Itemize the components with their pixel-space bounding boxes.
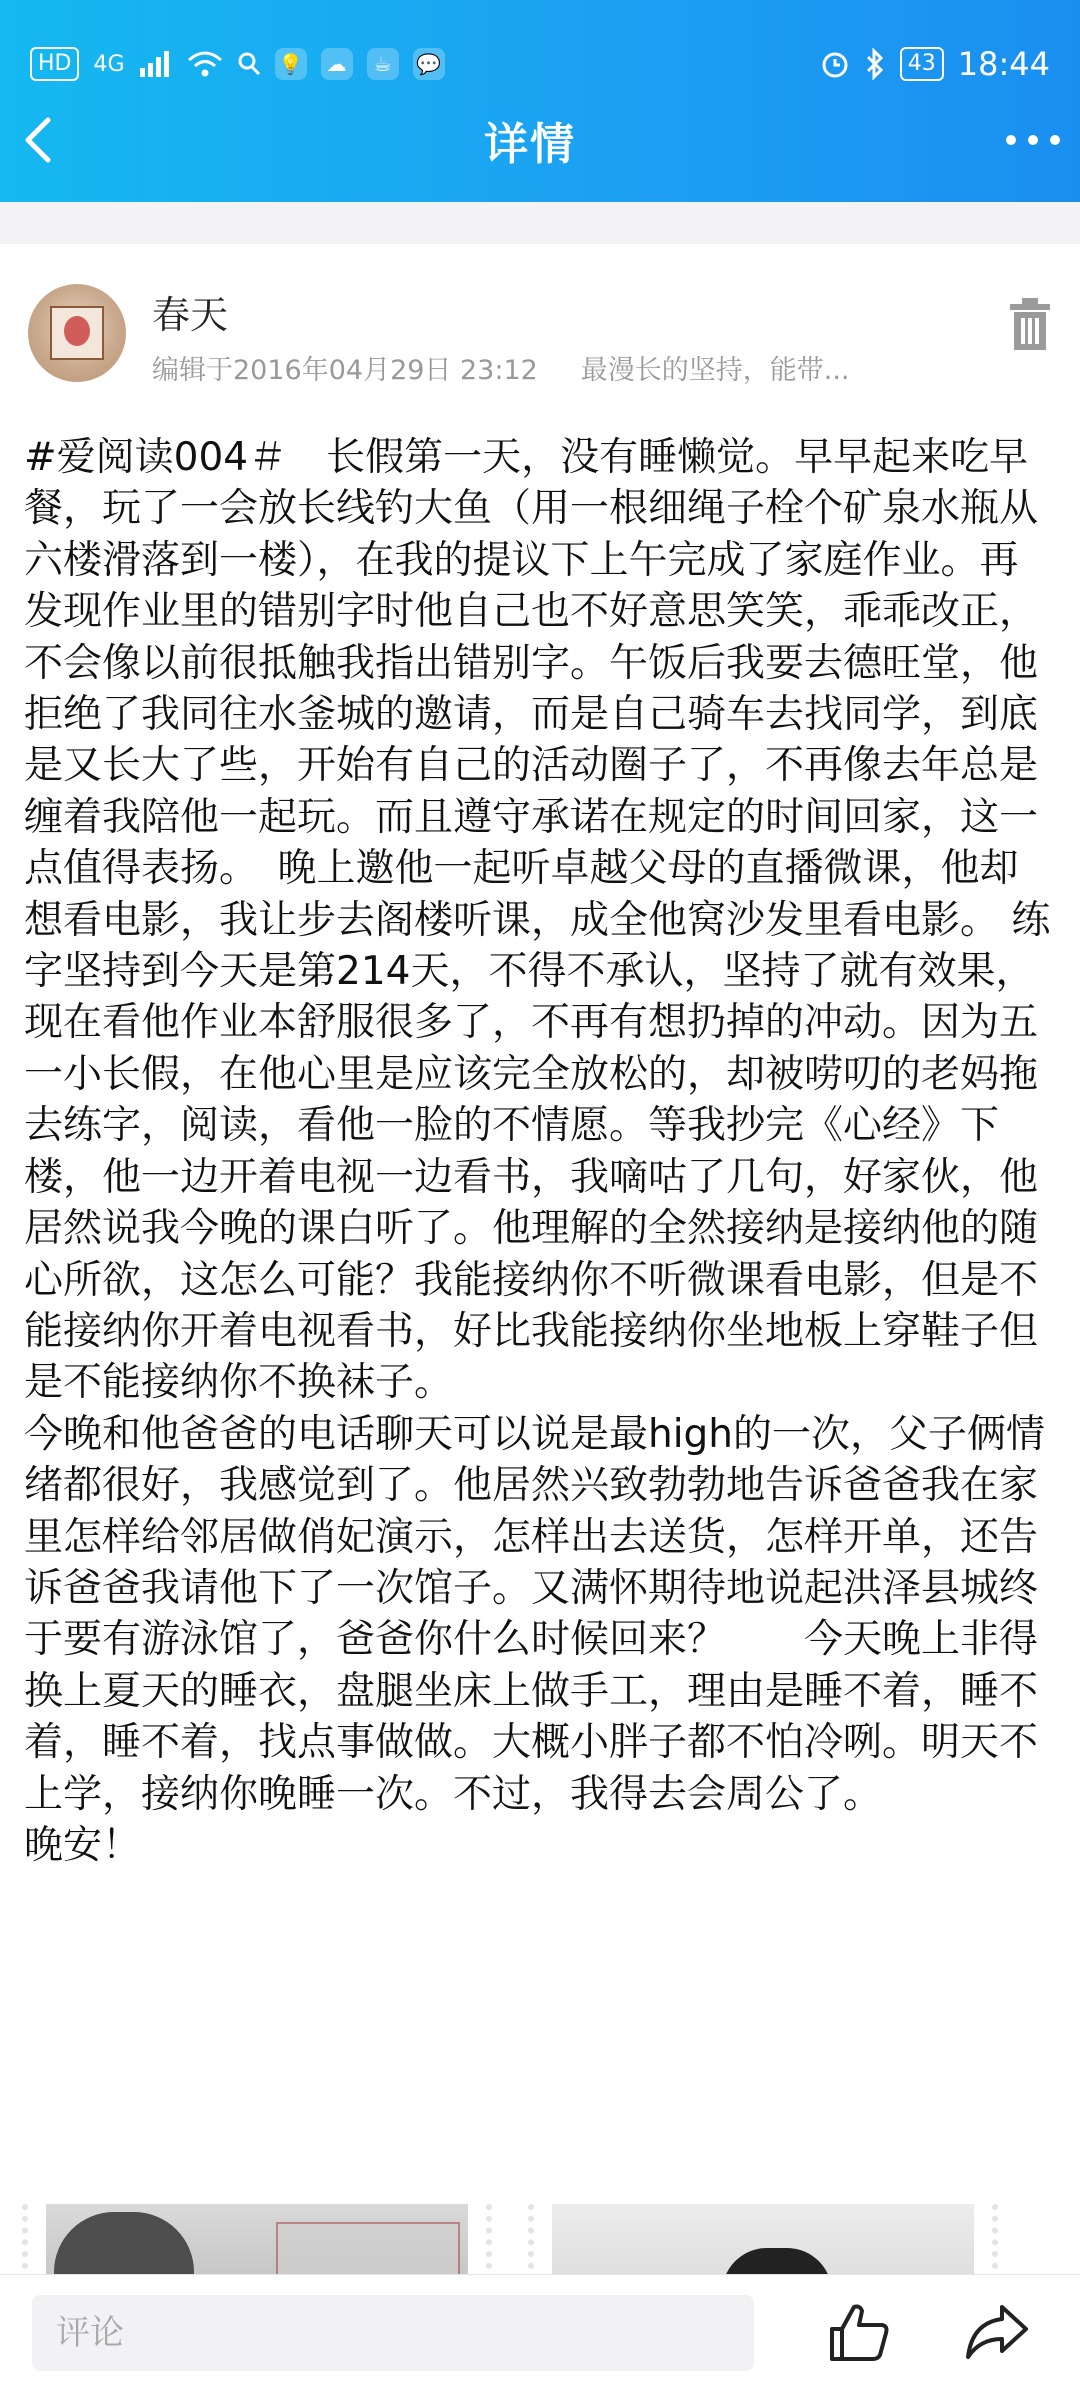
share-arrow-icon [964,2301,1030,2363]
bluetooth-icon [864,48,886,80]
photo-grid [0,2198,1080,2274]
author-row [28,284,1052,394]
post-paragraph-1: #爱阅读004＃ 长假第一天，没有睡懒觉。早早起来吃早餐，玩了一会放长线钓大鱼（用一根细绳子栓个矿泉水瓶从六楼滑落到一楼），在我的提议下上午完成了家庭作业。再发现作业里的错别字时他自己也不好意思笑笑，乖乖改正，不会像以前很抵触我指出错别字。午饭后我要去德旺堂，他拒绝了我同往水釜城的邀请，而是自己骑车去找同学，到底是又长大了些，开始有自己的活动圈子了，不再像去年总是缠着我陪他一起玩。而且遵守承诺在规定的时间回家，这一点值得表扬。 晚上邀他一起听卓越父母的直播微课，他却想看电影，我让步去阁楼听课，成全他窝沙发里看电影。 练字坚持到今天是第214天，不得不承认，坚持了就有效果，现在看他作业本舒服很多了，不再有想扔掉的冲动。因为五一小长假，在他心里是应该完全放松的，却被唠叨的老妈拖去练字，阅读，看他一脸的不情愿。等我抄完《心经》下楼，他一边开着电视一边看书，我嘀咕了几句，好家伙，他居然说我今晚的课白听了。他理解的全然接纳是接纳他的随心所欲，这怎么可能？我能接纳你不听微课看电影，但是不能接纳你开着电视看书，好比我能接纳你坐地板上穿鞋子但是不能接纳你不换袜子。 [24,435,1051,1406]
post-body [24,432,1056,1871]
meta-spacer [546,355,572,386]
photo-1-image [46,2204,468,2274]
top-app-bar [0,0,1080,202]
cloud-app-icon: ☁ [321,48,353,80]
post-meta [152,348,952,387]
trash-icon [1008,296,1052,352]
comment-input[interactable] [32,2295,754,2371]
post-photo-1[interactable] [22,2204,492,2274]
status-bar [0,36,1080,92]
bottom-action-bar [0,2274,1080,2389]
post-photo-2[interactable] [528,2204,998,2274]
author-name[interactable]: 春天 [152,293,229,337]
search-icon [237,51,261,77]
status-time: 18:44 [957,45,1050,83]
wifi-icon [187,50,223,78]
signal-icon [139,50,173,78]
network-type-label: 4G [93,51,125,77]
avatar[interactable] [28,284,126,382]
navigation-bar [0,100,1080,180]
status-right [820,45,1050,83]
back-button[interactable] [20,100,90,180]
post-paragraph-3: 晚安！ [24,1822,142,1868]
lightbulb-app-icon: 💡 [275,48,307,80]
battery-indicator: 43 [900,47,944,81]
wechat-icon: 💬 [413,48,445,80]
delete-button[interactable] [1008,296,1052,352]
status-left [30,47,445,81]
post-detail [0,244,1080,2274]
page-title: 详情 [484,119,576,170]
hd-badge: HD [30,47,79,81]
thumbs-up-icon [826,2299,892,2365]
more-dots-icon [1006,135,1016,145]
diary-link[interactable]: 最漫长的坚持，能带... [580,355,850,386]
more-options-button[interactable] [970,100,1060,180]
like-button[interactable] [826,2299,892,2365]
avatar-image [50,306,104,360]
alarm-icon [820,49,850,79]
share-button[interactable] [964,2301,1030,2363]
cup-app-icon: ☕ [367,48,399,80]
photo-2-image [552,2204,974,2274]
more-dot [1028,135,1038,145]
more-dot [1050,135,1060,145]
post-paragraph-2: 今晚和他爸爸的电话聊天可以说是最high的一次，父子俩情绪都很好，我感觉到了。他居然兴致勃勃地告诉爸爸我在家里怎样给邻居做俏妃演示，怎样出去送货，怎样开单，还告诉爸爸我请他下了一次馆子。又满怀期待地说起洪泽县城终于要有游泳馆了，爸爸你什么时候回来？ 今天晚上非得换上夏天的睡衣，盘腿坐床上做手工，理由是睡不着，睡不着，睡不着，找点事做做。大概小胖子都不怕冷咧。明天不上学，接纳你晚睡一次。不过，我得去会周公了。 [24,1411,1046,1817]
chevron-left-icon [20,116,56,164]
edited-time: 编辑于2016年04月29日 23:12 [152,355,538,386]
